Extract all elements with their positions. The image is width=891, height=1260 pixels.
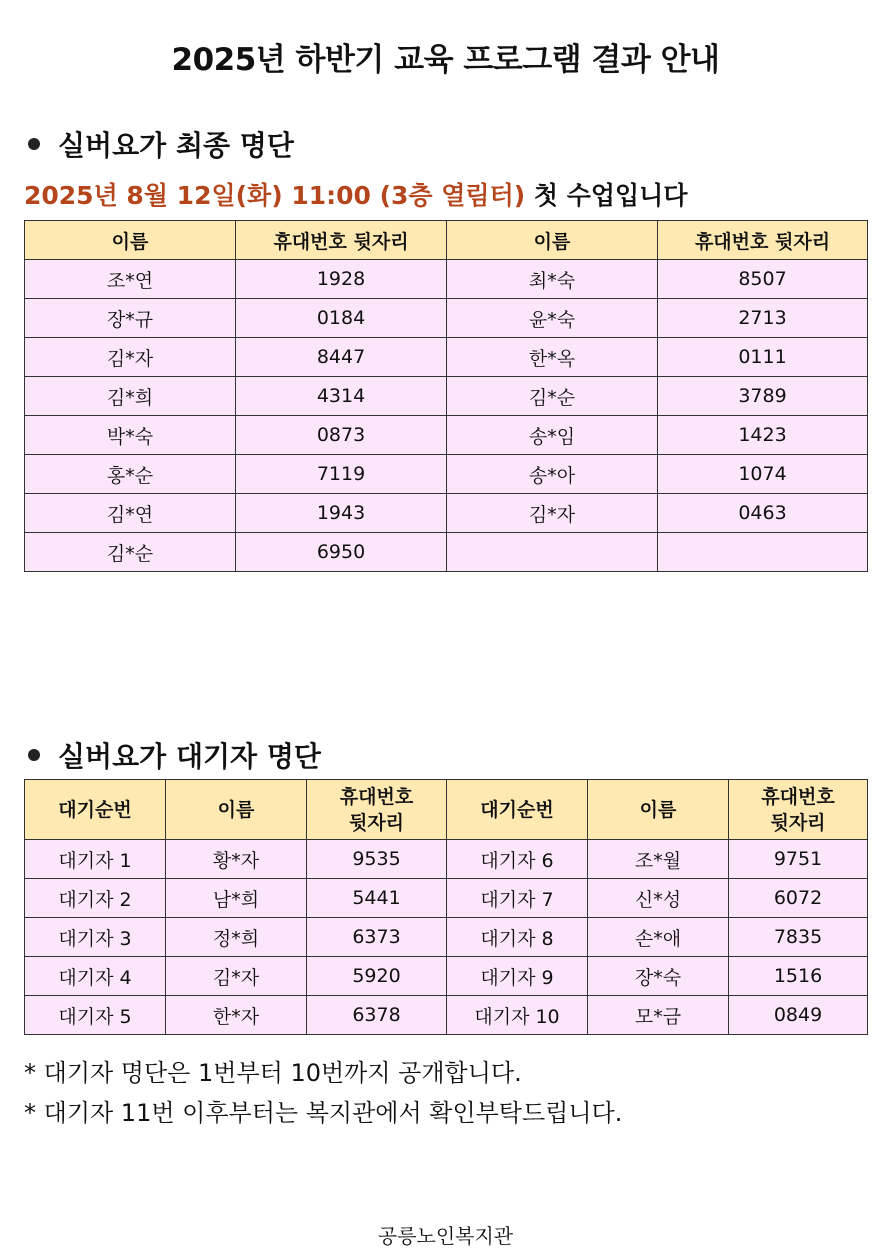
phone-cell: 0463 (658, 494, 868, 533)
name-cell: 손*애 (588, 918, 729, 957)
name-cell: 조*연 (25, 260, 236, 299)
phone-cell: 6072 (729, 879, 868, 918)
name-cell: 조*월 (588, 840, 729, 879)
name-cell: 김*연 (25, 494, 236, 533)
class-start-suffix: 첫 수업입니다 (525, 181, 688, 210)
waitlist-order-cell: 대기자 1 (25, 840, 166, 879)
table-row (25, 879, 868, 918)
phone-cell: 0849 (729, 996, 868, 1035)
waitlist-order-cell: 대기자 2 (25, 879, 166, 918)
section-waitlist-heading (24, 735, 321, 775)
waitlist-order-cell: 대기자 7 (447, 879, 588, 918)
table-header-row (25, 221, 868, 260)
table-row (25, 299, 868, 338)
column-header-name: 이름 (166, 780, 307, 840)
phone-cell: 9751 (729, 840, 868, 879)
phone-cell: 1423 (658, 416, 868, 455)
phone-cell: 2713 (658, 299, 868, 338)
note-line: * 대기자 명단은 1번부터 10번까지 공개합니다. (24, 1059, 522, 1087)
note-line: * 대기자 11번 이후부터는 복지관에서 확인부탁드립니다. (24, 1099, 623, 1127)
column-header-name: 이름 (25, 221, 236, 260)
name-cell: 모*금 (588, 996, 729, 1035)
phone-cell: 9535 (307, 840, 447, 879)
table-row (25, 377, 868, 416)
table-row (25, 416, 868, 455)
name-cell: 윤*숙 (447, 299, 658, 338)
name-cell: 김*자 (447, 494, 658, 533)
table-row (25, 260, 868, 299)
name-cell: 송*아 (447, 455, 658, 494)
name-cell: 김*순 (25, 533, 236, 572)
phone-cell: 5920 (307, 957, 447, 996)
table-row (25, 840, 868, 879)
column-header-name: 이름 (588, 780, 729, 840)
name-cell: 장*규 (25, 299, 236, 338)
class-start-notice (24, 176, 687, 212)
bullet-icon (28, 749, 40, 761)
name-cell: 김*순 (447, 377, 658, 416)
name-cell: 김*자 (166, 957, 307, 996)
phone-cell: 8507 (658, 260, 868, 299)
table-row (25, 455, 868, 494)
waitlist-order-cell: 대기자 10 (447, 996, 588, 1035)
name-cell: 한*옥 (447, 338, 658, 377)
section-final-list-title: 실버요가 최종 명단 (58, 129, 294, 162)
table-row (25, 494, 868, 533)
name-cell: 홍*순 (25, 455, 236, 494)
bullet-icon (28, 138, 40, 150)
name-cell: 최*숙 (447, 260, 658, 299)
phone-cell: 4314 (236, 377, 447, 416)
waitlist-order-cell: 대기자 6 (447, 840, 588, 879)
section-waitlist-title: 실버요가 대기자 명단 (58, 740, 321, 773)
phone-cell: 3789 (658, 377, 868, 416)
phone-cell: 0111 (658, 338, 868, 377)
column-header-phone: 휴대번호 뒷자리 (307, 780, 447, 840)
column-header-phone: 휴대번호 뒷자리 (236, 221, 447, 260)
name-cell: 김*희 (25, 377, 236, 416)
phone-cell: 0184 (236, 299, 447, 338)
phone-cell: 1074 (658, 455, 868, 494)
class-start-datetime: 2025년 8월 12일(화) 11:00 (3층 열림터) (24, 181, 526, 210)
name-cell (447, 533, 658, 572)
name-cell: 정*희 (166, 918, 307, 957)
table-row (25, 957, 868, 996)
table-row (25, 996, 868, 1035)
name-cell: 남*희 (166, 879, 307, 918)
waitlist-order-cell: 대기자 9 (447, 957, 588, 996)
name-cell: 김*자 (25, 338, 236, 377)
final-list-table (24, 220, 868, 572)
column-header-waitlist-order: 대기순번 (25, 780, 166, 840)
name-cell: 한*자 (166, 996, 307, 1035)
column-header-waitlist-order: 대기순번 (447, 780, 588, 840)
phone-cell: 6378 (307, 996, 447, 1035)
name-cell: 송*임 (447, 416, 658, 455)
phone-cell: 5441 (307, 879, 447, 918)
phone-cell: 1928 (236, 260, 447, 299)
name-cell: 박*숙 (25, 416, 236, 455)
phone-cell: 7119 (236, 455, 447, 494)
phone-cell (658, 533, 868, 572)
section-final-list-heading (24, 124, 294, 164)
name-cell: 신*성 (588, 879, 729, 918)
name-cell: 장*숙 (588, 957, 729, 996)
waitlist-order-cell: 대기자 8 (447, 918, 588, 957)
phone-cell: 0873 (236, 416, 447, 455)
waitlist-order-cell: 대기자 5 (25, 996, 166, 1035)
waitlist-table (24, 779, 868, 1035)
phone-cell: 6950 (236, 533, 447, 572)
phone-cell: 8447 (236, 338, 447, 377)
waitlist-order-cell: 대기자 3 (25, 918, 166, 957)
page-title: 2025년 하반기 교육 프로그램 결과 안내 (171, 42, 720, 78)
phone-cell: 1516 (729, 957, 868, 996)
column-header-name: 이름 (447, 221, 658, 260)
phone-cell: 6373 (307, 918, 447, 957)
name-cell: 황*자 (166, 840, 307, 879)
table-row (25, 338, 868, 377)
column-header-phone: 휴대번호 뒷자리 (658, 221, 868, 260)
table-header-row (25, 780, 868, 840)
phone-cell: 7835 (729, 918, 868, 957)
table-row (25, 533, 868, 572)
phone-cell: 1943 (236, 494, 447, 533)
table-row (25, 918, 868, 957)
column-header-phone: 휴대번호 뒷자리 (729, 780, 868, 840)
waitlist-order-cell: 대기자 4 (25, 957, 166, 996)
organization-name: 공릉노인복지관 (377, 1224, 514, 1248)
